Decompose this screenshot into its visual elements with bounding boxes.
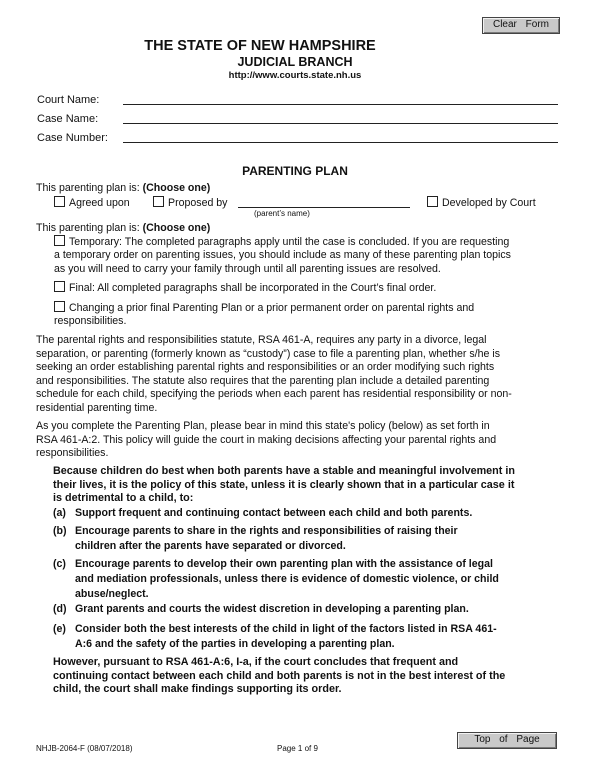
case-number-field[interactable] <box>123 142 558 143</box>
state-title: THE STATE OF NEW HAMPSHIRE <box>144 38 376 54</box>
plan-duration-prompt-text: This parenting plan is: <box>36 222 140 234</box>
developed-by-court-label: Developed by Court <box>442 197 536 209</box>
case-number-label: Case Number: <box>37 132 108 144</box>
policy-item-label: (a) <box>53 507 66 519</box>
changing-text-l2: responsibilities. <box>54 315 127 327</box>
clear-form-button[interactable]: Clear Form <box>482 17 560 34</box>
developed-by-court-checkbox[interactable] <box>427 196 438 207</box>
policy-outro <box>53 656 558 697</box>
policy-outro-line: However, pursuant to RSA 461-A:6, I-a, if the court concludes that frequent and <box>53 656 459 668</box>
policy-item-label: (b) <box>53 525 67 537</box>
statute-line: seeking an order establishing parental rights and responsibilities or an order modifying such rights <box>36 361 495 374</box>
changing-option[interactable] <box>54 301 564 316</box>
statute-line: residential parenting time. <box>36 401 158 414</box>
court-name-label: Court Name: <box>37 94 100 106</box>
branch-subtitle: JUDICIAL BRANCH <box>237 55 353 69</box>
policy-item-text: abuse/neglect. <box>75 588 149 600</box>
agreed-upon-option[interactable] <box>54 196 130 211</box>
statute-line: and responsibilities. The statute also requires that the parenting plan include a detailed parenting <box>36 374 490 387</box>
policy-item-label: (d) <box>53 603 67 615</box>
case-name-field[interactable] <box>123 123 558 124</box>
case-name-label: Case Name: <box>37 113 99 125</box>
policy-reference-paragraph <box>36 420 560 461</box>
policy-reference-line: RSA 461-A:2. This policy will guide the court in making decisions affecting your parental rights and <box>36 433 497 446</box>
policy-item-label: (c) <box>53 558 66 570</box>
policy-item-text: Encourage parents to develop their own parenting plan with the assistance of legal <box>75 558 493 570</box>
policy-intro-line: is detrimental to a child, to: <box>53 492 194 505</box>
developed-by-court-option[interactable] <box>427 196 536 211</box>
policy-item-text: children after the parents have separated or divorced. <box>75 540 346 552</box>
form-id: NHJB-2064-F (08/07/2018) <box>36 744 133 753</box>
statute-line: schedule for each child, specifying the periods when each parent has residential responsibility or non- <box>36 388 512 401</box>
plan-duration-prompt <box>36 222 210 236</box>
plan-type-prompt-text: This parenting plan is: <box>36 182 140 194</box>
policy-item-text: Grant parents and courts the widest discretion in developing a parenting plan. <box>75 603 469 615</box>
choose-one-label-2: (Choose one) <box>142 222 211 234</box>
court-url: http://www.courts.state.nh.us <box>228 70 362 81</box>
proposed-by-option[interactable] <box>153 196 227 211</box>
plan-type-prompt <box>36 182 210 196</box>
temporary-text-l3: as you will need to carry your family through until all parenting issues are resolved. <box>54 263 441 275</box>
statute-paragraph <box>36 334 560 416</box>
policy-item-label: (e) <box>53 623 66 635</box>
parent-name-hint: (parent’s name) <box>254 209 310 218</box>
policy-outro-line: continuing contact between each child and both parents is not in the best interest of the <box>53 669 506 682</box>
temporary-option[interactable] <box>54 235 564 250</box>
agreed-upon-checkbox[interactable] <box>54 196 65 207</box>
choose-one-label: (Choose one) <box>142 182 211 194</box>
page-number: Page 1 of 9 <box>277 744 318 753</box>
document-title: PARENTING PLAN <box>242 164 348 178</box>
court-name-field[interactable] <box>123 104 558 105</box>
policy-intro <box>53 465 558 506</box>
policy-outro-line: child, the court shall make findings supporting its order. <box>53 683 342 696</box>
policy-item-text: Support frequent and continuing contact between each child and both parents. <box>75 507 473 519</box>
changing-checkbox[interactable] <box>54 301 65 312</box>
changing-text-l1: Changing a prior final Parenting Plan or a prior permanent order on parental rights and <box>69 302 475 314</box>
temporary-text-l2: a temporary order on parenting issues, you should include as many of these parenting plan topics <box>54 249 511 261</box>
policy-reference-line: responsibilities. <box>36 447 109 460</box>
policy-intro-line: their lives, it is the policy of this state, unless it is clearly shown that in a particular case it <box>53 478 515 491</box>
final-text: Final: All completed paragraphs shall be incorporated in the Court’s final order. <box>69 282 437 294</box>
temporary-checkbox[interactable] <box>54 235 65 246</box>
agreed-upon-label: Agreed upon <box>69 197 130 209</box>
final-checkbox[interactable] <box>54 281 65 292</box>
proposed-by-label: Proposed by <box>168 197 228 209</box>
parent-name-field[interactable] <box>238 207 410 208</box>
policy-intro-line: Because children do best when both parents have a stable and meaningful involvement in <box>53 465 515 477</box>
top-of-page-button[interactable]: Top of Page <box>457 732 557 749</box>
final-option[interactable] <box>54 281 564 296</box>
policy-item-text: A:6 and the safety of the parties in developing a parenting plan. <box>75 638 395 650</box>
policy-reference-line: As you complete the Parenting Plan, please bear in mind this state's policy (below) as set forth in <box>36 420 490 432</box>
policy-item-text: Encourage parents to share in the rights and responsibilities of raising their <box>75 525 458 537</box>
policy-item-text: Consider both the best interests of the child in light of the factors listed in RSA 461- <box>75 623 497 635</box>
temporary-text-l1: Temporary: The completed paragraphs apply until the case is concluded. If you are requesting <box>69 236 510 248</box>
policy-item-text: and mediation professionals, unless there is evidence of domestic violence, or child <box>75 573 499 585</box>
statute-line: The parental rights and responsibilities statute, RSA 461-A, requires any party in a divorce, legal <box>36 334 487 346</box>
statute-line: separation, or parenting (formerly known as “custody”) case to file a parenting plan, whether s/he is <box>36 347 501 360</box>
proposed-by-checkbox[interactable] <box>153 196 164 207</box>
